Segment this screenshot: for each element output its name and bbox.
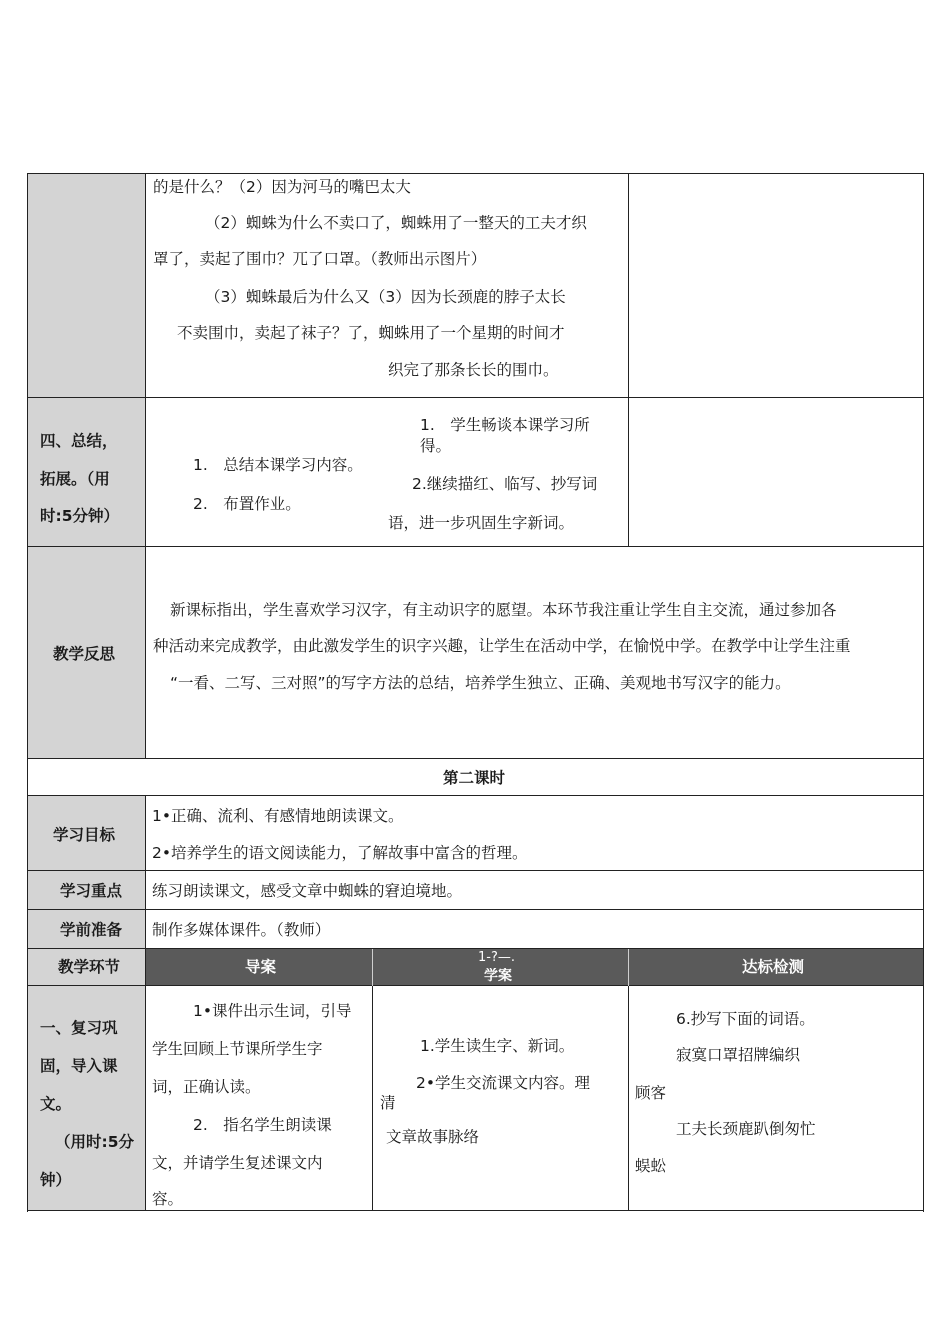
section-title: 第二课时 xyxy=(443,769,506,787)
check-line: 蜈蚣 xyxy=(635,1157,667,1175)
row1-line: （2）蜘蛛为什么不卖口了，蜘蛛用了一整天的工夫才织 xyxy=(205,214,587,232)
review-label-line: 一、复习巩 xyxy=(40,1019,118,1037)
row-divider xyxy=(27,909,924,910)
student-item: 语，进一步巩固生字新词。 xyxy=(388,514,575,532)
reflection-label: 教学反思 xyxy=(53,645,116,663)
study-line: 清 xyxy=(380,1094,396,1112)
prep-label: 学前准备 xyxy=(60,921,123,939)
row-divider xyxy=(27,758,924,759)
guide-line: 容。 xyxy=(152,1190,184,1208)
table-border-right xyxy=(923,173,924,1212)
study-line: 2•学生交流课文内容。理 xyxy=(416,1074,591,1092)
row1-label-cell xyxy=(28,173,146,398)
guide-line: 文，并请学生复述课文内 xyxy=(152,1154,323,1172)
goal-line: 2•培养学生的语文阅读能力，了解故事中富含的哲理。 xyxy=(152,844,528,862)
guide-line: 1•课件出示生词，引导 xyxy=(193,1002,352,1020)
col-divider xyxy=(145,795,146,1211)
study-line: 1.学生读生字、新词。 xyxy=(420,1037,575,1055)
col-divider xyxy=(372,986,373,1211)
check-line: 寂寞口罩招牌编织 xyxy=(676,1046,801,1064)
student-item: 得。 xyxy=(420,437,452,455)
row1-line: （3）蜘蛛最后为什么又（3）因为长颈鹿的脖子太长 xyxy=(205,288,566,306)
reflection-line: 新课标指出，学生喜欢学习汉字，有主动识字的愿望。本环节我注重让学生自主交流，通过参加各 xyxy=(170,601,837,619)
header-study-top: 1-?—. xyxy=(478,950,515,965)
focus-text: 练习朗读课文，感受文章中蜘蛛的窘迫境地。 xyxy=(152,882,463,900)
reflection-line: “一看、二写、三对照”的写字方法的总结，培养学生独立、正确、美观地书写汉字的能力。 xyxy=(170,674,791,692)
summary-label-line: 时:5分钟） xyxy=(40,507,119,525)
study-line: 文章故事脉络 xyxy=(386,1128,480,1146)
check-line: 6.抄写下面的词语。 xyxy=(676,1010,815,1028)
row1-line: 不卖围巾，卖起了袜子？了，蜘蛛用了一个星期的时间才 xyxy=(177,324,565,342)
table-border-bottom xyxy=(27,1210,924,1211)
goal-line: 1•正确、流利、有感情地朗读课文。 xyxy=(152,807,404,825)
header-guide: 导案 xyxy=(245,958,277,976)
student-item: 2.继续描红、临写、抄写词 xyxy=(412,475,598,493)
row-divider xyxy=(27,985,924,986)
student-item: 1. 学生畅谈本课学习所 xyxy=(420,416,590,434)
table-border-top xyxy=(27,173,924,174)
summary-label-line: 四、总结， xyxy=(40,432,118,450)
review-label-line: 文。 xyxy=(40,1095,72,1113)
header-check: 达标检测 xyxy=(742,958,805,976)
goals-label: 学习目标 xyxy=(53,826,116,844)
row1-line: 织完了那条长长的围巾。 xyxy=(388,361,559,379)
row-divider xyxy=(27,948,924,949)
check-line: 顾客 xyxy=(635,1084,667,1102)
row-divider xyxy=(27,870,924,871)
guide-line: 词，正确认读。 xyxy=(152,1078,261,1096)
focus-label: 学习重点 xyxy=(60,882,123,900)
col-divider xyxy=(145,173,146,759)
review-label-line: （用时:5分 xyxy=(55,1133,134,1151)
prep-text: 制作多媒体课件。（教师） xyxy=(152,921,331,939)
header-teaching-stage: 教学环节 xyxy=(58,958,121,976)
review-label-line: 钟） xyxy=(40,1171,72,1189)
check-line: 工夫长颈鹿趴倒匆忙 xyxy=(676,1120,816,1138)
row-divider xyxy=(27,397,924,398)
review-label-line: 固，导入课 xyxy=(40,1057,118,1075)
teacher-item: 2. 布置作业。 xyxy=(193,495,301,513)
summary-label-line: 拓展。（用 xyxy=(40,470,110,488)
teacher-item: 1. 总结本课学习内容。 xyxy=(193,456,363,474)
header-study: 学案 xyxy=(484,968,512,984)
row-divider xyxy=(27,546,924,547)
table-border-left xyxy=(27,173,28,1212)
guide-line: 2. 指名学生朗读课 xyxy=(193,1116,332,1134)
row1-line: 罩了，卖起了围巾？兀了口罩。（教师出示图片） xyxy=(153,250,487,268)
guide-line: 学生回顾上节课所学生字 xyxy=(152,1040,323,1058)
reflection-line: 种活动来完成教学，由此激发学生的识字兴趣，让学生在活动中学，在愉悦中学。在教学中让学生注重 xyxy=(153,637,851,655)
row-divider xyxy=(27,795,924,796)
row1-line: 的是什么？（2）因为河马的嘴巴太大 xyxy=(153,178,411,196)
col-divider xyxy=(628,173,629,547)
col-divider xyxy=(628,986,629,1211)
